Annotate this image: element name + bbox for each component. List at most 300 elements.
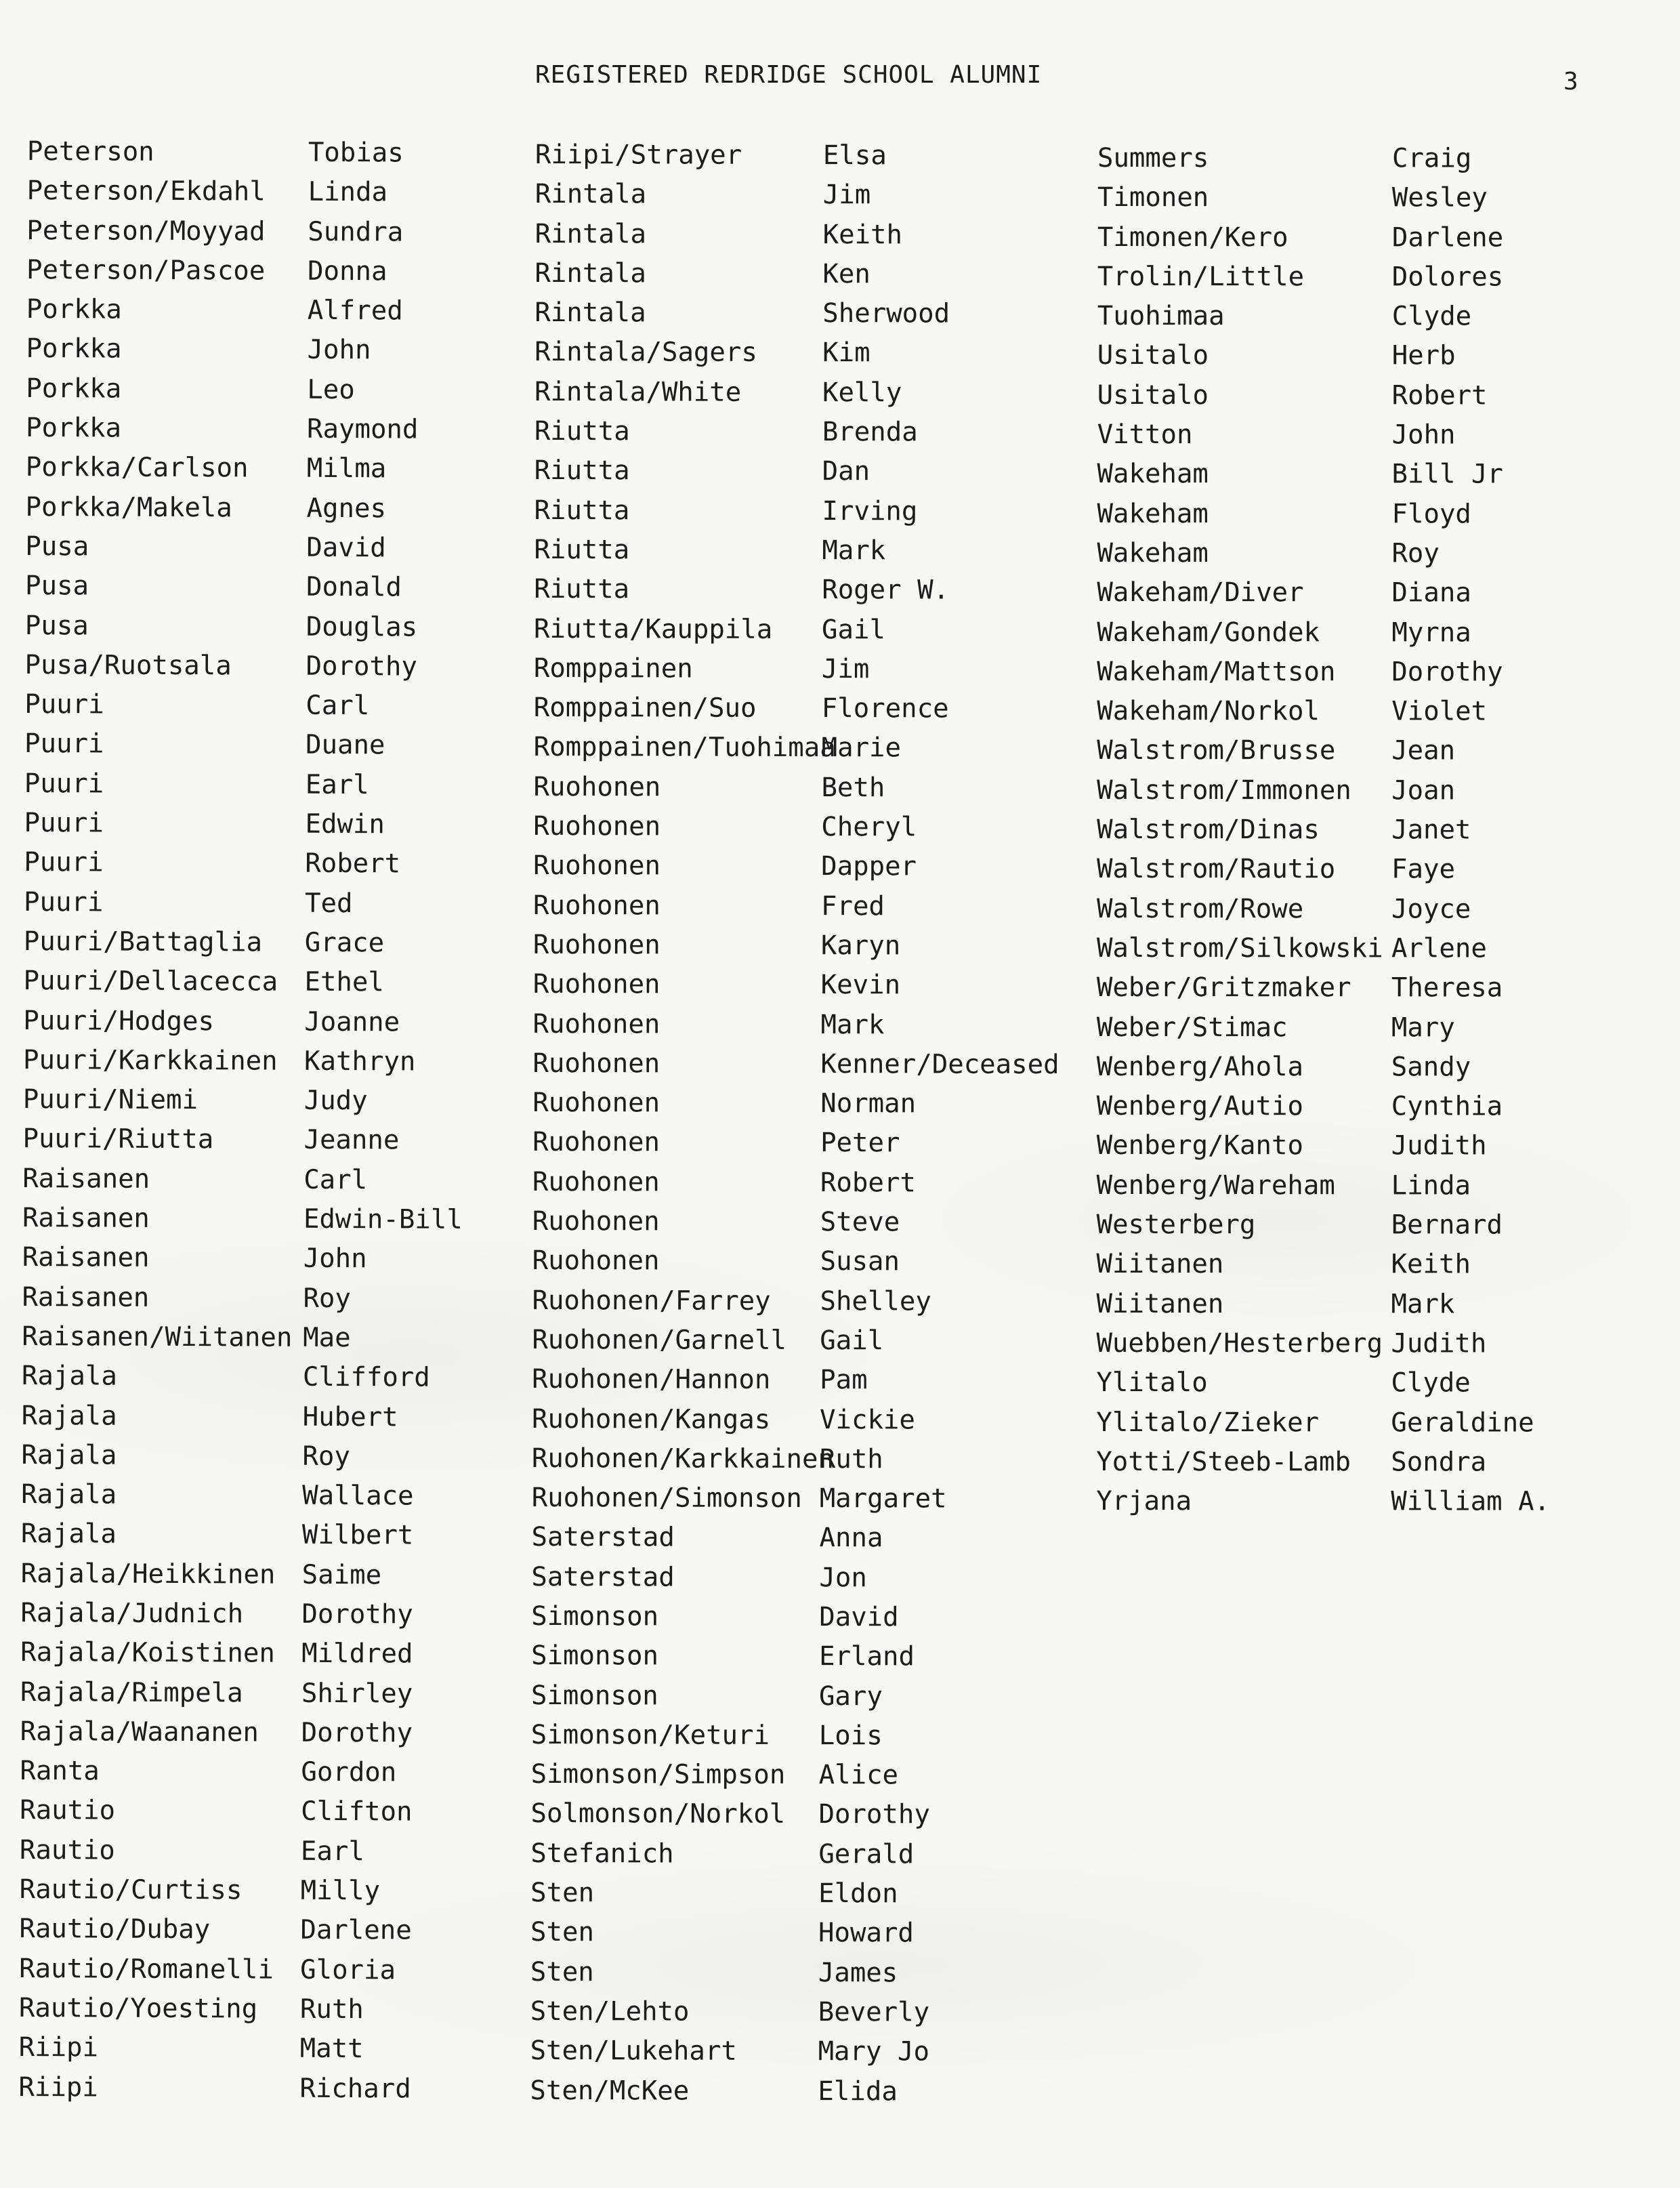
alumni-row — [530, 1794, 1076, 1835]
alumni-last-name: Tuohimaa — [1097, 301, 1225, 332]
alumni-last-name: Ruohonen — [532, 890, 660, 922]
alumni-row — [533, 768, 1078, 808]
alumni-row — [531, 1716, 1076, 1756]
alumni-first-name: Sondra — [1391, 1447, 1487, 1478]
alumni-last-name: Simonson/Simpson — [530, 1759, 786, 1791]
alumni-last-name: Wenberg/Autio — [1096, 1091, 1304, 1122]
alumni-last-name: Simonson — [530, 1680, 658, 1712]
alumni-row — [1097, 850, 1595, 890]
alumni-row — [26, 409, 530, 451]
alumni-row — [22, 1278, 526, 1320]
alumni-first-name: Dorothy — [1391, 657, 1503, 688]
alumni-last-name: Puuri — [23, 886, 104, 918]
alumni-last-name: Walstrom/Brusse — [1097, 735, 1336, 766]
alumni-first-name: Pam — [820, 1365, 868, 1396]
alumni-row — [1097, 218, 1595, 258]
alumni-row — [1097, 455, 1595, 495]
alumni-row — [1097, 1245, 1595, 1285]
alumni-last-name: Rautio — [20, 1795, 116, 1827]
alumni-last-name: Ruohonen — [533, 850, 661, 882]
alumni-first-name: Joan — [1391, 775, 1456, 806]
alumni-row — [530, 2031, 1076, 2072]
alumni-last-name: Pusa — [25, 531, 89, 562]
alumni-row — [1097, 297, 1595, 337]
alumni-first-name: Fred — [820, 890, 885, 922]
alumni-last-name: Rajala — [21, 1479, 117, 1510]
alumni-row — [532, 1360, 1077, 1401]
alumni-first-name: Ruth — [299, 1994, 364, 2025]
alumni-row — [1097, 692, 1595, 732]
alumni-last-name: Wiitanen — [1096, 1288, 1224, 1319]
alumni-last-name: Riutta — [534, 574, 630, 605]
alumni-last-name: Trolin/Little — [1097, 261, 1305, 293]
alumni-column-2 — [530, 136, 1080, 2112]
alumni-first-name: Ken — [822, 259, 870, 290]
alumni-last-name: Ruohonen — [532, 1245, 660, 1277]
alumni-first-name: Grace — [304, 927, 385, 959]
alumni-last-name: Ruohonen — [532, 1206, 660, 1237]
alumni-last-name: Puuri — [24, 768, 104, 800]
alumni-last-name: Simonson/Keturi — [530, 1719, 770, 1751]
alumni-first-name: Sherwood — [822, 298, 950, 329]
alumni-row — [24, 646, 529, 688]
alumni-first-name: Shelley — [820, 1285, 931, 1317]
alumni-last-name: Simonson — [531, 1601, 659, 1632]
alumni-last-name: Rajala — [21, 1439, 117, 1471]
alumni-first-name: Eldon — [818, 1878, 898, 1910]
alumni-first-name: Edwin — [305, 808, 385, 840]
alumni-first-name: Joyce — [1391, 894, 1471, 925]
alumni-first-name: Ethel — [304, 967, 385, 998]
alumni-first-name: Beverly — [818, 1997, 930, 2028]
alumni-row — [1097, 534, 1595, 574]
alumni-last-name: Wakeham — [1097, 537, 1209, 569]
alumni-first-name: Robert — [305, 848, 401, 880]
alumni-row — [22, 1199, 527, 1241]
alumni-first-name: Dorothy — [301, 1717, 413, 1749]
alumni-last-name: Puuri/Battaglia — [23, 926, 263, 958]
alumni-first-name: Craig — [1391, 143, 1472, 174]
alumni-row — [1097, 336, 1595, 376]
alumni-first-name: Diana — [1391, 577, 1471, 608]
alumni-last-name: Usitalo — [1097, 340, 1209, 371]
alumni-last-name: Rajala/Rimpela — [20, 1676, 243, 1708]
alumni-last-name: Riutta — [534, 455, 630, 487]
alumni-first-name: Richard — [299, 2073, 411, 2105]
alumni-last-name: Raisanen — [22, 1203, 150, 1234]
alumni-row — [19, 1910, 524, 1952]
alumni-first-name: Mark — [1391, 1288, 1455, 1320]
alumni-last-name: Solmonson/Norkol — [530, 1798, 786, 1830]
alumni-first-name: Mark — [822, 535, 886, 566]
alumni-row — [1097, 731, 1595, 771]
alumni-row — [21, 1475, 526, 1517]
alumni-first-name: Mark — [820, 1009, 885, 1040]
alumni-first-name: Dorothy — [301, 1598, 413, 1630]
alumni-last-name: Weber/Gritzmaker — [1096, 972, 1351, 1004]
alumni-last-name: Walstrom/Dinas — [1097, 814, 1320, 846]
alumni-last-name: Rajala/Heikkinen — [20, 1558, 276, 1590]
alumni-row — [534, 531, 1079, 571]
alumni-row — [532, 1044, 1078, 1085]
alumni-last-name: Usitalo — [1097, 379, 1209, 411]
alumni-row — [23, 962, 528, 1004]
alumni-last-name: Timonen/Kero — [1097, 222, 1288, 253]
alumni-last-name: Sten/McKee — [530, 2075, 690, 2107]
alumni-last-name: Riutta — [534, 534, 630, 566]
alumni-first-name: Jim — [822, 180, 871, 211]
alumni-first-name: Dorothy — [818, 1799, 930, 1831]
alumni-row — [21, 1436, 526, 1478]
alumni-last-name: Ruohonen — [532, 969, 660, 1000]
alumni-last-name: Sten — [530, 1878, 595, 1909]
alumni-first-name: Faye — [1391, 854, 1456, 885]
alumni-first-name: Carl — [303, 1164, 368, 1195]
alumni-last-name: Ruohonen — [533, 771, 661, 803]
alumni-row — [19, 2028, 524, 2070]
alumni-last-name: Sten/Lehto — [530, 1996, 690, 2027]
alumni-last-name: Rintala/Sagers — [534, 337, 757, 369]
alumni-last-name: Porkka/Carlson — [25, 452, 249, 484]
alumni-last-name: Riipi — [18, 2071, 98, 2103]
alumni-first-name: Darlene — [1391, 222, 1504, 253]
alumni-row — [532, 1518, 1077, 1559]
alumni-last-name: Walstrom/Rautio — [1097, 854, 1336, 885]
alumni-first-name: Edwin-Bill — [303, 1203, 463, 1235]
alumni-first-name: John — [307, 335, 371, 366]
alumni-row — [530, 1992, 1076, 2033]
alumni-first-name: Howard — [818, 1918, 915, 1949]
page-number: 3 — [1563, 68, 1578, 96]
alumni-last-name: Raisanen/Wiitanen — [22, 1321, 293, 1353]
alumni-first-name: Vickie — [819, 1404, 915, 1435]
alumni-first-name: Theresa — [1391, 972, 1503, 1004]
alumni-row — [534, 649, 1079, 690]
alumni-row — [531, 1558, 1076, 1598]
alumni-first-name: Hubert — [302, 1401, 398, 1432]
alumni-last-name: Riutta/Kauppila — [534, 613, 773, 645]
alumni-last-name: Rajala/Koistinen — [20, 1637, 275, 1669]
alumni-last-name: Rajala/Judnich — [20, 1597, 244, 1630]
alumni-row — [26, 369, 530, 411]
alumni-last-name: Rautio — [19, 1834, 115, 1866]
alumni-last-name: Ruohonen — [532, 1048, 660, 1079]
alumni-row — [1097, 1166, 1595, 1206]
alumni-row — [26, 211, 531, 253]
alumni-last-name: Romppainen/Tuohimaa — [533, 732, 836, 764]
alumni-row — [532, 1399, 1077, 1440]
alumni-row — [530, 1913, 1076, 1954]
alumni-row — [1097, 890, 1595, 930]
alumni-first-name: Earl — [300, 1836, 364, 1867]
alumni-first-name: Tobias — [308, 137, 404, 169]
alumni-first-name: Alice — [818, 1760, 899, 1791]
alumni-last-name: Wakeham/Diver — [1097, 577, 1304, 608]
alumni-row — [535, 215, 1080, 255]
page-title: REGISTERED REDRIDGE SCHOOL ALUMNI — [535, 61, 1043, 89]
alumni-last-name: Peterson — [26, 136, 154, 167]
alumni-last-name: Raisanen — [22, 1163, 150, 1195]
alumni-row — [20, 1673, 525, 1715]
alumni-row — [25, 488, 530, 530]
alumni-first-name: Shirley — [301, 1678, 413, 1710]
alumni-first-name: Jeanne — [303, 1125, 400, 1156]
alumni-row — [531, 1676, 1076, 1717]
alumni-row — [26, 329, 530, 371]
alumni-first-name: Dan — [822, 456, 870, 487]
alumni-last-name: Yrjana — [1096, 1486, 1192, 1517]
alumni-last-name: Ranta — [20, 1756, 100, 1787]
alumni-first-name: Jon — [819, 1562, 867, 1593]
alumni-row — [533, 807, 1078, 848]
alumni-first-name: Norman — [820, 1088, 917, 1119]
alumni-first-name: Keith — [822, 219, 903, 251]
alumni-first-name: Joanne — [304, 1006, 400, 1037]
alumni-row — [25, 606, 530, 648]
alumni-row — [22, 1119, 527, 1161]
alumni-row — [26, 448, 530, 490]
alumni-last-name: Puuri — [24, 808, 104, 839]
alumni-first-name: Alfred — [307, 295, 403, 327]
alumni-first-name: Darlene — [300, 1915, 412, 1946]
alumni-row — [24, 843, 528, 885]
alumni-row — [530, 1834, 1076, 1875]
alumni-row — [1097, 573, 1595, 613]
alumni-first-name: Kevin — [820, 970, 901, 1001]
alumni-first-name: Earl — [305, 769, 369, 800]
alumni-last-name: Rintala — [534, 257, 646, 289]
alumni-last-name: Ruohonen — [532, 1127, 660, 1158]
alumni-row — [24, 804, 528, 846]
alumni-row — [1097, 415, 1595, 455]
alumni-row — [534, 373, 1080, 413]
alumni-first-name: Susan — [820, 1246, 900, 1277]
alumni-first-name: Clyde — [1391, 1367, 1471, 1399]
alumni-last-name: Ylitalo — [1096, 1367, 1208, 1399]
alumni-first-name: Roger W. — [822, 575, 950, 606]
alumni-last-name: Porkka/Makela — [25, 491, 232, 523]
alumni-last-name: Wenberg/Ahola — [1096, 1051, 1304, 1083]
alumni-row — [533, 886, 1078, 927]
alumni-last-name: Rajala — [21, 1400, 117, 1432]
alumni-first-name: Linda — [1391, 1170, 1471, 1201]
alumni-last-name: Vitton — [1097, 419, 1193, 451]
alumni-first-name: Saime — [301, 1559, 382, 1590]
alumni-row — [20, 1791, 524, 1833]
alumni-last-name: Riutta — [534, 495, 630, 527]
alumni-last-name: Simonson — [531, 1640, 659, 1672]
alumni-last-name: Puuri/Karkkainen — [22, 1044, 278, 1077]
alumni-last-name: Yotti/Steeb-Lamb — [1096, 1446, 1351, 1478]
alumni-first-name: Roy — [302, 1441, 351, 1472]
alumni-last-name: Sten — [530, 1917, 595, 1948]
alumni-row — [534, 688, 1079, 729]
alumni-first-name: Judith — [1391, 1130, 1487, 1161]
alumni-row — [1096, 1285, 1594, 1325]
alumni-row — [532, 1479, 1077, 1519]
alumni-last-name: Ylitalo/Zieker — [1096, 1407, 1320, 1438]
alumni-row — [1096, 1324, 1594, 1364]
alumni-last-name: Rintala — [534, 297, 646, 329]
alumni-row — [1097, 495, 1595, 535]
alumni-first-name: Judith — [1391, 1328, 1487, 1359]
alumni-last-name: Wenberg/Kanto — [1096, 1130, 1303, 1161]
alumni-row — [1096, 1443, 1594, 1483]
alumni-last-name: Saterstad — [531, 1522, 675, 1553]
alumni-row — [532, 1083, 1078, 1124]
alumni-last-name: Puuri/Hodges — [23, 1005, 215, 1037]
alumni-last-name: Sten — [530, 1956, 594, 1987]
alumni-last-name: Peterson/Pascoe — [26, 254, 266, 287]
alumni-row — [25, 566, 530, 608]
alumni-last-name: Raisanen — [22, 1281, 150, 1313]
alumni-first-name: Bernard — [1391, 1210, 1503, 1241]
alumni-last-name: Pusa — [24, 571, 89, 602]
alumni-first-name: Milly — [300, 1875, 381, 1907]
alumni-row — [23, 1002, 528, 1044]
alumni-last-name: Porkka — [26, 373, 122, 405]
alumni-first-name: Clyde — [1391, 301, 1472, 332]
alumni-column-3 — [1096, 139, 1595, 1522]
alumni-row — [23, 1041, 528, 1083]
alumni-first-name: Matt — [299, 2034, 364, 2065]
alumni-first-name: Keith — [1391, 1249, 1471, 1280]
alumni-row — [534, 254, 1080, 295]
alumni-first-name: Kelly — [822, 377, 902, 409]
alumni-first-name: Peter — [820, 1128, 900, 1159]
alumni-last-name: Ruohonen/Garnell — [532, 1324, 787, 1356]
alumni-last-name: Rintala — [534, 179, 647, 210]
alumni-last-name: Wakeham — [1097, 498, 1209, 529]
alumni-first-name: Myrna — [1391, 617, 1471, 648]
alumni-last-name: Ruohonen/Kangas — [531, 1403, 771, 1435]
alumni-last-name: Ruohonen — [532, 1166, 660, 1198]
alumni-row — [532, 1202, 1078, 1243]
alumni-row — [534, 728, 1079, 768]
alumni-last-name: Riipi/Strayer — [534, 139, 742, 171]
alumni-last-name: Ruohonen — [532, 1088, 660, 1119]
alumni-last-name: Wiitanen — [1096, 1249, 1224, 1280]
alumni-first-name: Gail — [822, 614, 886, 645]
alumni-row — [22, 1317, 526, 1359]
alumni-row — [1096, 1363, 1594, 1403]
alumni-row — [534, 451, 1080, 492]
alumni-last-name: Saterstad — [531, 1561, 675, 1593]
alumni-last-name: Stefanich — [530, 1838, 674, 1870]
alumni-first-name: Floyd — [1391, 499, 1471, 530]
alumni-last-name: Ruohonen/Farrey — [532, 1285, 771, 1317]
alumni-first-name: Herb — [1391, 340, 1456, 371]
alumni-row — [533, 926, 1078, 966]
alumni-last-name: Weber/Stimac — [1096, 1012, 1288, 1043]
alumni-last-name: Ruohonen — [532, 929, 660, 961]
alumni-row — [532, 1123, 1078, 1163]
alumni-last-name: Wenberg/Wareham — [1096, 1170, 1335, 1201]
alumni-row — [22, 1238, 527, 1280]
alumni-row — [1097, 1205, 1595, 1245]
alumni-row — [26, 290, 531, 332]
alumni-first-name: Gerald — [818, 1838, 915, 1870]
alumni-first-name: Violet — [1391, 696, 1488, 727]
alumni-first-name: Wesley — [1391, 182, 1488, 213]
alumni-last-name: Puuri — [24, 689, 104, 720]
alumni-row — [24, 883, 528, 925]
alumni-last-name: Walstrom/Silkowski — [1096, 932, 1383, 964]
alumni-row — [1096, 1482, 1594, 1522]
alumni-row — [1097, 1126, 1595, 1166]
alumni-last-name: Porkka — [25, 413, 122, 444]
alumni-first-name: Sandy — [1391, 1052, 1471, 1083]
alumni-last-name: Rajala — [20, 1519, 117, 1550]
alumni-first-name: Agnes — [306, 493, 387, 524]
alumni-last-name: Wuebben/Hesterberg — [1096, 1327, 1383, 1359]
alumni-row — [20, 1712, 525, 1754]
alumni-first-name: Robert — [820, 1167, 916, 1199]
alumni-row — [532, 1321, 1077, 1361]
alumni-row — [532, 1241, 1078, 1282]
alumni-first-name: Arlene — [1391, 933, 1487, 964]
alumni-first-name: Ted — [304, 888, 353, 919]
alumni-row — [1097, 376, 1595, 416]
alumni-first-name: Karyn — [820, 930, 901, 962]
alumni-first-name: John — [303, 1243, 367, 1275]
alumni-first-name: Bill Jr — [1391, 459, 1503, 490]
alumni-first-name: Kathryn — [303, 1046, 416, 1077]
alumni-last-name: Sten/Lukehart — [530, 2036, 737, 2067]
alumni-first-name: Lois — [818, 1720, 883, 1752]
alumni-last-name: Wakeham/Mattson — [1097, 656, 1336, 688]
alumni-row — [26, 171, 531, 213]
alumni-last-name: Ruohonen — [532, 1008, 660, 1040]
alumni-row — [20, 1633, 525, 1675]
alumni-row — [18, 2068, 523, 2110]
alumni-first-name: Dapper — [821, 851, 917, 882]
alumni-first-name: Dolores — [1391, 262, 1504, 293]
alumni-last-name: Walstrom/Rowe — [1096, 893, 1304, 924]
alumni-first-name: Irving — [822, 495, 918, 527]
alumni-first-name: Mary — [1391, 1012, 1455, 1043]
alumni-first-name: Ruth — [819, 1443, 883, 1475]
alumni-first-name: Anna — [819, 1523, 883, 1554]
alumni-row — [530, 1953, 1076, 1994]
alumni-last-name: Romppainen — [533, 653, 693, 684]
alumni-first-name: Elsa — [822, 140, 887, 171]
alumni-last-name: Wakeham — [1097, 459, 1209, 490]
alumni-last-name: Rajala/Waananen — [20, 1716, 259, 1748]
alumni-first-name: Gordon — [301, 1756, 397, 1788]
alumni-first-name: John — [1391, 419, 1456, 451]
alumni-first-name: Douglas — [306, 611, 418, 643]
alumni-row — [1097, 929, 1595, 969]
alumni-row — [20, 1831, 524, 1873]
alumni-first-name: Judy — [303, 1085, 368, 1117]
alumni-row — [534, 610, 1079, 651]
alumni-first-name: Roy — [1391, 538, 1440, 569]
alumni-row — [531, 1755, 1076, 1796]
alumni-row — [1097, 968, 1595, 1008]
alumni-first-name: Gail — [820, 1325, 884, 1357]
alumni-last-name: Ruohonen/Hannon — [532, 1364, 771, 1396]
alumni-last-name: Riipi — [18, 2032, 99, 2063]
alumni-row — [534, 491, 1079, 532]
alumni-first-name: Geraldine — [1391, 1407, 1534, 1439]
alumni-row — [1097, 257, 1595, 297]
alumni-row — [20, 1752, 524, 1794]
alumni-last-name: Riutta — [534, 416, 630, 447]
alumni-first-name: Cynthia — [1391, 1091, 1503, 1122]
alumni-first-name: Mae — [303, 1322, 351, 1354]
alumni-first-name: David — [306, 532, 386, 564]
